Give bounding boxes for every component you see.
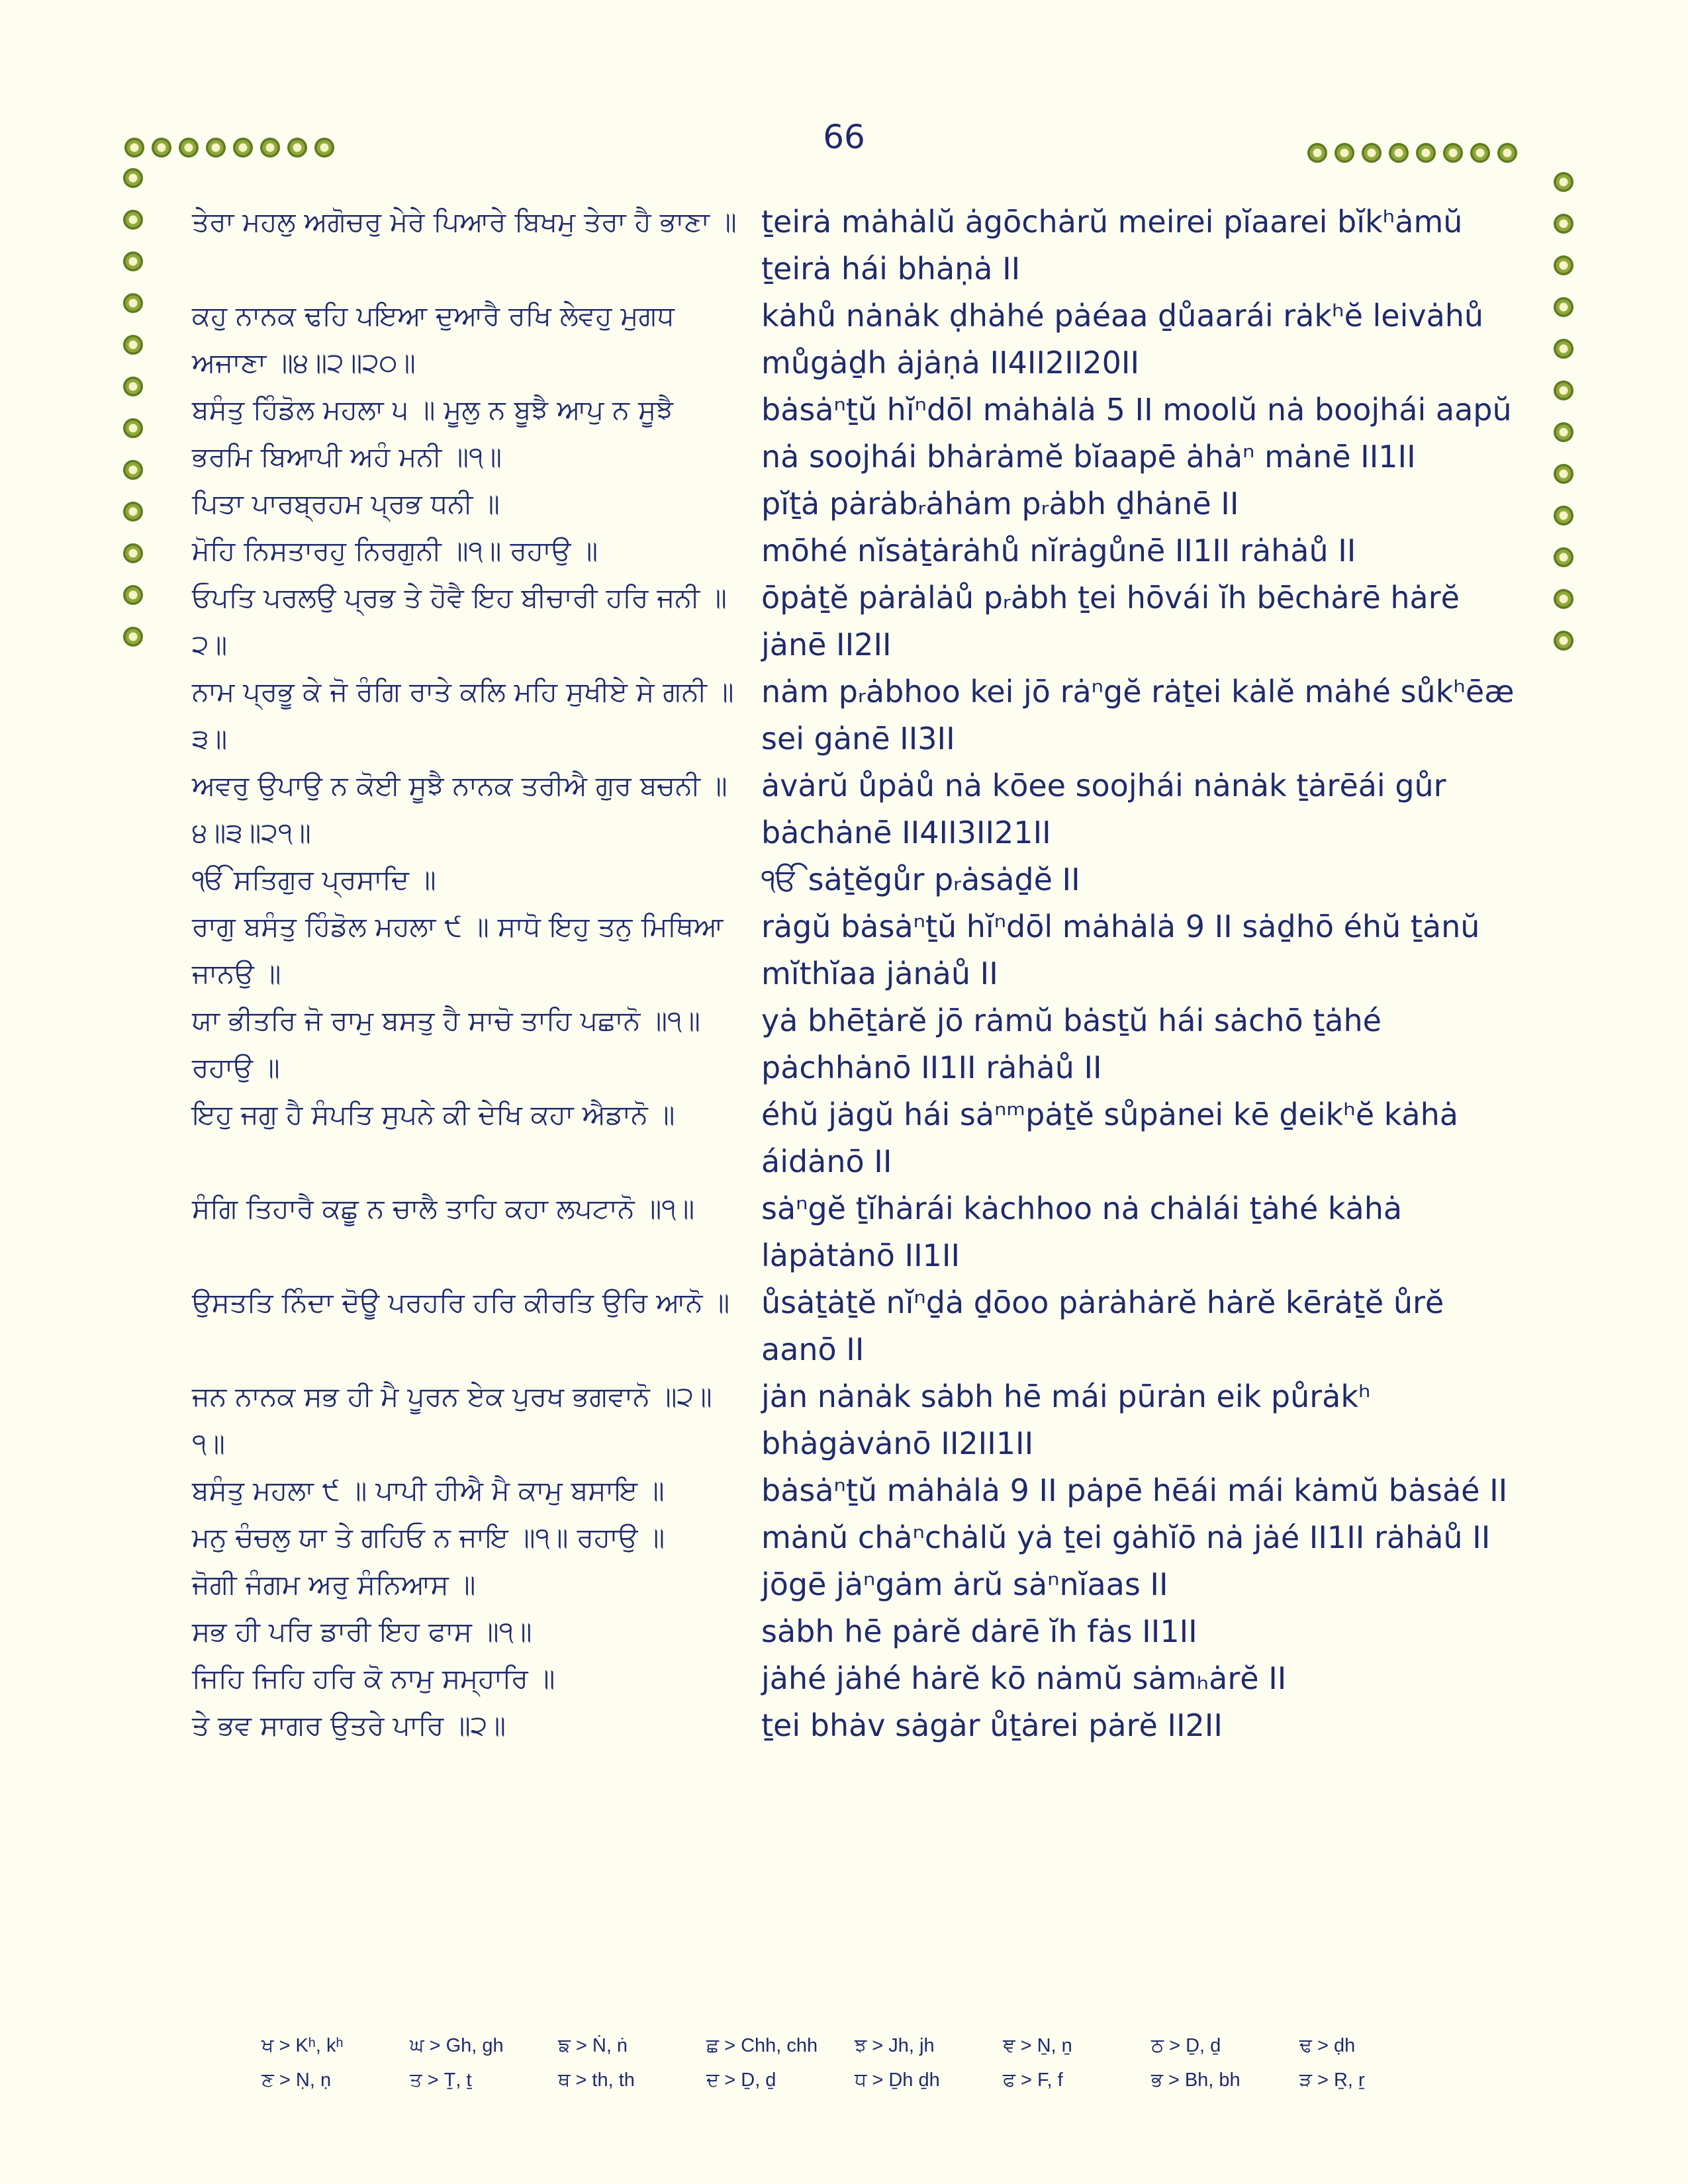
flower-ornament [1554,422,1573,442]
flower-ornament [1554,547,1573,567]
flower-ornament [123,335,143,355]
legend-item: ਣ > Ṇ, ṇ [261,2070,332,2091]
gurmukhi-text: ਨਾਮ ਪ੍ਰਭੂ ਕੇ ਜੋ ਰੰਗਿ ਰਾਤੇ ਕਲਿ ਮਹਿ ਸੁਖੀਏ ਸੇ ਗਨੀ ॥੩॥ [192,676,734,754]
verse-row [192,1185,1523,1279]
flower-ornament [1335,143,1354,163]
flower-ornament [1554,255,1573,275]
flower-ornament [123,293,143,313]
gurmukhi-text: ਮਨੁ ਚੰਚਲੁ ਯਾ ਤੇ ਗਹਿਓ ਨ ਜਾਇ ॥੧॥ ਰਹਾਉ ॥ [192,1522,665,1553]
gurmukhi-text: ਸੰਗਿ ਤਿਹਾਰੈ ਕਛੂ ਨ ਚਾਲੈ ਤਾਹਿ ਕਹਾ ਲਪਟਾਨੋ ॥੧॥ [192,1193,695,1224]
transliteration-text: yȧ bhēṯȧrĕ jō rȧmŭ bȧsṯŭ hái sȧchō ṯȧhé pȧchhȧnō II1II rȧhȧů II [761,1003,1382,1085]
gurmukhi-text: ਅਵਰੁ ਉਪਾਉ ਨ ਕੋਈ ਸੂਝੈ ਨਾਨਕ ਤਰੀਐ ਗੁਰ ਬਚਨੀ ॥੪॥੩॥੨੧॥ [192,770,727,848]
flower-ornament [233,138,253,158]
gurmukhi-text: ਬਸੰਤੁ ਹਿੰਡੋਲ ਮਹਲਾ ੫ ॥ ਮੂਲੁ ਨ ਬੂਝੈ ਆਪੁ ਨ ਸੂਝੈ ਭਰਮਿ ਬਿਆਪੀ ਅਹੰ ਮਨੀ ॥੧॥ [192,394,674,473]
transliteration-text: ȧvȧrŭ ůpȧů nȧ kōee soojhái nȧnȧk ṯȧrēái gůr bȧchȧnē II4II3II21II [761,768,1446,850]
flower-ornament [123,418,143,438]
flower-ornament [123,627,143,647]
transliteration-text: jȧn nȧnȧk sȧbh hē mái pūrȧn eik půrȧkʰ bhȧgȧvȧnō II2II1II [761,1379,1371,1461]
flower-ornament [1307,143,1327,163]
transliteration-text: ੴ sȧṯĕgůr pᵣȧsȧḏĕ II [761,862,1080,897]
verse-row [192,903,1523,997]
flower-ornament [1497,143,1517,163]
verse-row [192,1561,1523,1608]
verse-row [192,1373,1523,1467]
flower-ornament [1554,631,1573,651]
flower-ornament [260,138,280,158]
legend-item: ਦ > Ḏ, ḏ [706,2070,776,2091]
transliteration-text: bȧsȧⁿṯŭ hĭⁿdōl mȧhȧlȧ 5 II moolŭ nȧ boojhái aapŭ nȧ soojhái bhȧrȧmĕ bĭaapē ȧhȧⁿ mȧnē II1II [761,392,1512,475]
flower-ornament [123,585,143,605]
transliteration-text: sȧbh hē pȧrĕ dȧrē ĭh fȧs II1II [761,1614,1197,1649]
flower-ornament [123,502,143,522]
flower-ornament [1554,381,1573,400]
flower-ornament [124,138,144,158]
verse-row [192,527,1523,574]
legend-item: ਤ > Ṯ, ṯ [410,2070,472,2091]
flower-ornament [1554,339,1573,359]
flower-ornament [152,138,171,158]
gurmukhi-text: ਤੇਰਾ ਮਹਲੁ ਅਗੋਚਰੁ ਮੇਰੇ ਪਿਆਰੇ ਬਿਖਮੁ ਤੇਰਾ ਹੈ ਭਾਣਾ ॥ [192,206,737,238]
transliteration-text: éhŭ jȧgŭ hái sȧⁿᵐpȧṯĕ sůpȧnei kē ḏeikʰĕ kȧhȧ áidȧnō II [761,1097,1458,1179]
flower-ornament [1389,143,1409,163]
transliteration-text: bȧsȧⁿṯŭ mȧhȧlȧ 9 II pȧpē hēái mái kȧmŭ bȧsȧé II [761,1473,1508,1508]
gurmukhi-text: ਜਨ ਨਾਨਕ ਸਭ ਹੀ ਮੈ ਪੂਰਨ ਏਕ ਪੁਰਖ ਭਗਵਾਨੋ ॥੨॥੧॥ [192,1381,712,1459]
legend-item: ਢ > ḍh [1299,2035,1356,2056]
verse-row [192,1091,1523,1185]
gurmukhi-text: ੴ ਸਤਿਗੁਰ ਪ੍ਰਸਾਦਿ ॥ [192,864,436,895]
verse-row [192,1279,1523,1373]
transliteration-text: ṯeirȧ mȧhȧlŭ ȧgōchȧrŭ meirei pĭaarei bĭkʰȧmŭ ṯeirȧ hái bhȧṇȧ II [761,204,1463,287]
flower-ornament [1416,143,1436,163]
legend-item: ਞ > Ṉ, ṉ [1003,2035,1072,2056]
gurmukhi-text: ਪਿਤਾ ਪਾਰਬ੍ਰਹਮ ਪ੍ਰਭ ਧਨੀ ॥ [192,488,500,520]
verse-row [192,1467,1523,1514]
transliteration-text: jōgē jȧⁿgȧm ȧrŭ sȧⁿnĭaas II [761,1567,1168,1602]
legend-item: ਥ > th, th [558,2070,635,2091]
transliteration-text: rȧgŭ bȧsȧⁿṯŭ hĭⁿdōl mȧhȧlȧ 9 II sȧḏhō éhŭ ṯȧnŭ mĭthĭaa jȧnȧů II [761,909,1480,991]
verse-row [192,762,1523,856]
gurmukhi-text: ਯਾ ਭੀਤਰਿ ਜੋ ਰਾਮੁ ਬਸਤੁ ਹੈ ਸਾਚੋ ਤਾਹਿ ਪਛਾਨੋ ॥੧॥ ਰਹਾਉ ॥ [192,1005,700,1083]
legend-item: ਭ > Bh, bh [1151,2070,1241,2091]
flower-ornament [123,210,143,230]
legend-row [261,2070,1453,2104]
verse-row [192,997,1523,1091]
flower-ornament [123,251,143,271]
verse-row [192,293,1523,387]
verse-row [192,1655,1523,1702]
flower-ornament [1470,143,1490,163]
legend-item: ਛ > Chh, chh [706,2035,818,2056]
verse-row [192,199,1523,293]
legend-item: ਠ > Ḏ, ḏ [1151,2035,1221,2056]
verse-row [192,1608,1523,1655]
transliteration-text: mōhé nĭsȧṯȧrȧhů nĭrȧgůnē II1II rȧhȧů II [761,533,1356,569]
flower-ornament [206,138,226,158]
transliteration-text: sȧⁿgĕ ṯĭhȧrái kȧchhoo nȧ chȧlái ṯȧhé kȧhȧ lȧpȧtȧnō II1II [761,1191,1403,1273]
transliteration-legend [261,2035,1453,2104]
gurmukhi-text: ਓਪਤਿ ਪਰਲਉ ਪ੍ਰਭ ਤੇ ਹੋਵੈ ਇਹ ਬੀਚਾਰੀ ਹਰਿ ਜਨੀ ॥੨॥ [192,582,727,660]
flower-ornament [123,377,143,396]
verse-table [192,199,1523,1749]
transliteration-text: ōpȧṯĕ pȧrȧlȧů pᵣȧbh ṯei hōvái ĭh bēchȧrē hȧrĕ jȧnē II2II [761,580,1460,662]
flower-ornament [287,138,307,158]
verse-row [192,480,1523,527]
gurmukhi-text: ਮੋਹਿ ਨਿਸਤਾਰਹੁ ਨਿਰਗੁਨੀ ॥੧॥ ਰਹਾਉ ॥ [192,535,598,567]
verse-row [192,1702,1523,1749]
transliteration-text: kȧhů nȧnȧk ḍhȧhé pȧéaa ḏůaarái rȧkʰĕ leivȧhů můgȧḏh ȧjȧṇȧ II4II2II20II [761,298,1484,381]
legend-item: ਫ > F, f [1003,2070,1063,2091]
gurmukhi-text: ਇਹੁ ਜਗੁ ਹੈ ਸੰਪਤਿ ਸੁਪਨੇ ਕੀ ਦੇਖਿ ਕਹਾ ਐਡਾਨੋ ॥ [192,1099,675,1130]
legend-item: ੜ > Ṟ, ṟ [1299,2070,1365,2091]
flower-ornament [1554,297,1573,317]
gurmukhi-text: ਸਭ ਹੀ ਪਰਿ ਡਾਰੀ ਇਹ ਫਾਸ ॥੧॥ [192,1615,532,1647]
verse-row [192,387,1523,480]
legend-item: ਝ > Jh, jh [855,2035,935,2056]
gurmukhi-text: ਬਸੰਤੁ ਮਹਲਾ ੯ ॥ ਪਾਪੀ ਹੀਐ ਮੈ ਕਾਮੁ ਬਸਾਇ ॥ [192,1475,665,1506]
gurmukhi-text: ਰਾਗੁ ਬਸੰਤੁ ਹਿੰਡੋਲ ਮਹਲਾ ੯ ॥ ਸਾਧੋ ਇਹੁ ਤਨੁ ਮਿਥਿਆ ਜਾਨਉ ॥ [192,911,724,989]
transliteration-text: ṯei bhȧv sȧgȧr ůṯȧrei pȧrĕ II2II [761,1707,1223,1743]
transliteration-text: jȧhé jȧhé hȧrĕ kō nȧmŭ sȧmₕȧrĕ II [761,1661,1287,1696]
flower-ornament [314,138,334,158]
verse-row [192,668,1523,762]
transliteration-text: mȧnŭ chȧⁿchȧlŭ yȧ ṯei gȧhĭō nȧ jȧé II1II rȧhȧů II [761,1520,1491,1555]
transliteration-text: ůsȧṯȧṯĕ nĭⁿḏȧ ḏōoo pȧrȧhȧrĕ hȧrĕ kērȧṯĕ ůrĕ aanō II [761,1285,1444,1367]
gurmukhi-text: ਜਿਹਿ ਜਿਹਿ ਹਰਿ ਕੋ ਨਾਮੁ ਸਮ੍ਹਾਰਿ ॥ [192,1662,555,1694]
flower-ornament [1443,143,1463,163]
gurmukhi-text: ਜੋਗੀ ਜੰਗਮ ਅਰੁ ਸੰਨਿਆਸ ॥ [192,1569,476,1600]
flower-ornament [1362,143,1382,163]
verse-row [192,1514,1523,1561]
verse-row [192,574,1523,668]
flower-ornament [1554,214,1573,234]
flower-ornament [123,543,143,563]
flower-ornament [1554,172,1573,192]
page-number: 66 [823,118,865,156]
gurmukhi-text: ਕਹੁ ਨਾਨਕ ਢਹਿ ਪਇਆ ਦੁਆਰੈ ਰਖਿ ਲੇਵਹੁ ਮੁਗਧ ਅਜਾਣਾ ॥੪॥੨॥੨੦॥ [192,300,675,379]
gurmukhi-text: ਉਸਤਤਿ ਨਿੰਦਾ ਦੋਊ ਪਰਹਰਿ ਹਰਿ ਕੀਰਤਿ ਉਰਿ ਆਨੋ ॥ [192,1287,730,1318]
gurmukhi-text: ਤੇ ਭਵ ਸਾਗਰ ਉਤਰੇ ਪਾਰਿ ॥੨॥ [192,1709,506,1741]
flower-ornament [179,138,199,158]
legend-item: ਘ > Gh, gh [410,2035,504,2056]
transliteration-text: pĭṯȧ pȧrȧbᵣȧhȧm pᵣȧbh ḏhȧnē II [761,486,1239,522]
flower-ornament [1554,506,1573,525]
legend-item: ਧ > Ḏh ḏh [855,2070,940,2091]
legend-item: ਙ > Ṅ, ṅ [558,2035,628,2056]
flower-ornament [123,168,143,188]
transliteration-text: nȧm pᵣȧbhoo kei jō rȧⁿgĕ rȧṯei kȧlĕ mȧhé sůkʰēæ sei gȧnē II3II [761,674,1515,756]
flower-ornament [123,460,143,480]
verse-row [192,856,1523,903]
flower-ornament [1554,464,1573,484]
flower-ornament [1554,589,1573,609]
legend-item: ਖ > Kʰ, kʰ [261,2035,344,2056]
legend-row [261,2035,1453,2070]
